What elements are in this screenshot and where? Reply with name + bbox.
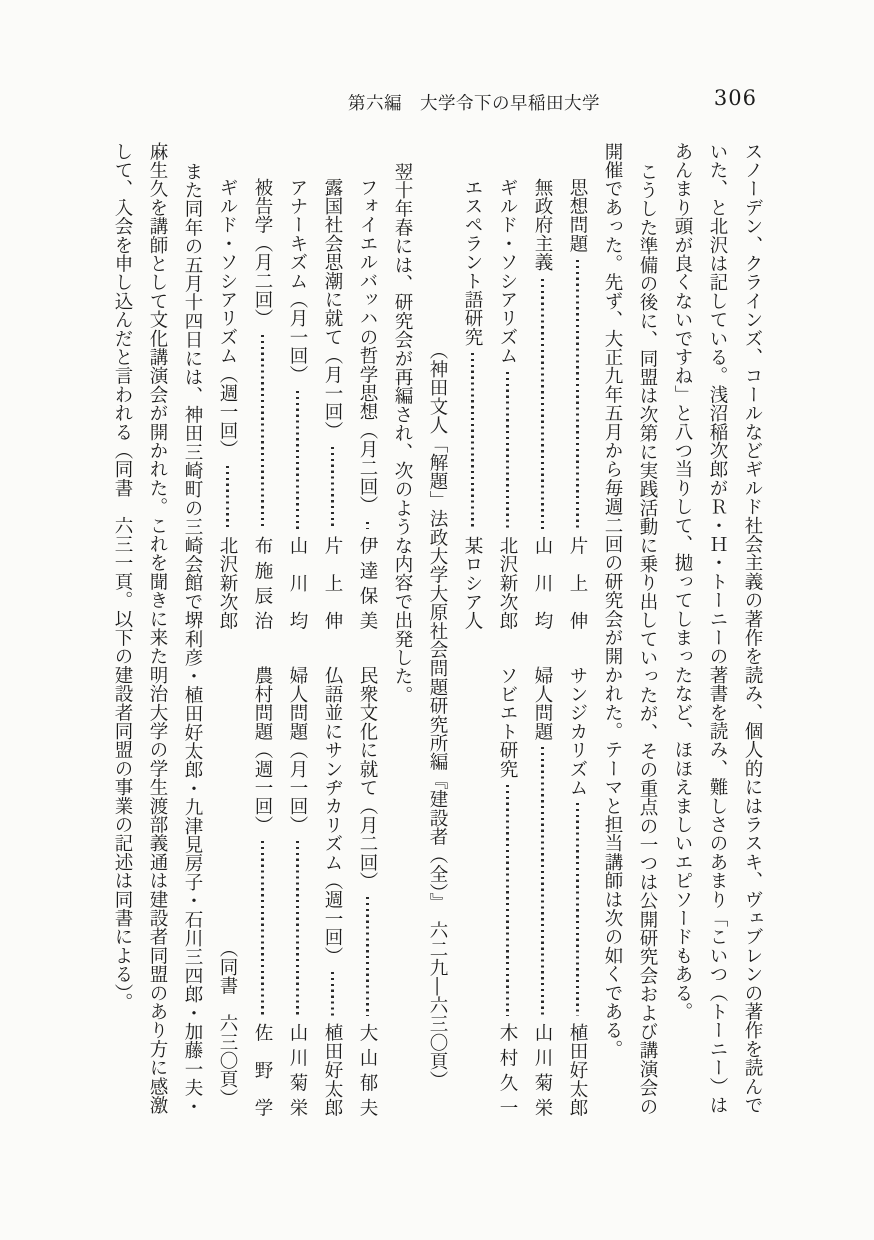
list-entry: [350, 630, 385, 1118]
lecturer-name: 山川均: [287, 535, 308, 630]
lecturer-name: 伊達保美: [357, 535, 378, 630]
list-topic: 婦人問題（月一回）: [287, 665, 308, 834]
list-entry: [315, 142, 350, 630]
list-topic: 思想問題: [567, 178, 588, 253]
list-entry: [280, 630, 315, 1118]
list-entry: [490, 142, 525, 630]
list-topic: 婦人問題: [532, 665, 553, 741]
list-topic: エスペラント語研究: [462, 178, 483, 347]
dot-leader: [261, 335, 263, 529]
list-column: [315, 142, 350, 1117]
source-citation: （同書 六三〇頁）: [217, 938, 238, 1107]
list-column: [560, 142, 595, 1117]
list-entry: [210, 630, 245, 1118]
body-text: [104, 142, 770, 1117]
lecturer-name: 某ロシア人: [462, 535, 483, 630]
list-topic: 露国社会思潮に就て（月一回）: [322, 178, 343, 440]
list-topic: フォイエルバッハの哲学思想（月二回）: [357, 178, 378, 515]
paragraph-reorganization: 翌十年春には、研究会が再編され、次のような内容で出発した。: [392, 162, 413, 705]
list-topic: サンジカリズム: [567, 665, 588, 797]
list-topic: アナーキズム（月一回）: [287, 178, 308, 384]
list-entry: [525, 142, 560, 630]
list-entry: [490, 630, 525, 1118]
dot-leader: [541, 279, 543, 529]
dot-leader: [331, 972, 333, 1016]
running-head: [0, 86, 874, 120]
lecturer-name: 大山郁夫: [357, 1023, 378, 1117]
dot-leader: [366, 897, 368, 1016]
dot-leader: [296, 841, 298, 1016]
list-entry: [455, 142, 490, 630]
source-citation: （神田文人「解題」法政大学大原社会問題研究所編『建設者（全）』 六二九―六三〇頁）: [427, 340, 448, 1089]
dot-leader: [366, 522, 368, 529]
list-column: [525, 142, 560, 1117]
list-entry: [210, 142, 245, 630]
list-column: [280, 142, 315, 1117]
lecturer-name: 木村久一: [497, 1023, 518, 1117]
list-topic: 農村問題（週一回）: [252, 665, 273, 834]
dot-leader: [331, 447, 333, 529]
list-topic: ギルド・ソシアリズム（週一回）: [217, 178, 238, 459]
dot-leader: [541, 747, 543, 1016]
list-topic: 被告学（月二回）: [252, 178, 273, 328]
paragraph-lecture-meeting: また同年の五月十四日には、神田三崎町の三崎会館で堺利彦・植田好太郎・九津見房子・石川三四郎・加藤一夫・麻生久を講師として文化講演会が開かれた。これを聞きに来た明治大学の学生渡部義通は建設者同盟のあり方に感激して、入会を申し込んだと言われる（同書 六三一頁。以下の建設者同盟の事業の記述は同書による）。: [112, 142, 203, 1117]
dot-leader: [506, 372, 508, 529]
list-entry: [350, 142, 385, 630]
list-entry: [560, 142, 595, 630]
lecturer-name: 北沢新次郎: [217, 535, 238, 630]
list-topic: 仏語並にサンヂカリズム（週一回）: [322, 665, 343, 965]
list-column: [490, 142, 525, 1117]
dot-leader: [471, 353, 473, 528]
lecturer-name: 片上伸: [322, 535, 343, 630]
lecturer-name: 山川菊栄: [287, 1023, 308, 1117]
list-entry: [315, 630, 350, 1118]
list-entry: [280, 142, 315, 630]
list-entry: [560, 630, 595, 1118]
study-list-1921: [210, 142, 385, 1117]
list-topic: ギルド・ソシアリズム: [497, 178, 518, 365]
list-column: [350, 142, 385, 1117]
dot-leader: [506, 785, 508, 1016]
paragraph-snowden-guild-socialism: スノーデン、クラインズ、コールなどギルド社会主義の著作を読み、個人的にはラスキ、ヴェブレンの著作を読んでいた、と北沢は記している。浅沼稲次郎がＲ・Ｈ・トーニーの著書を読み、難しさのあまり「こいつ（トーニー）はあんまり頭が良くないですね」と八つ当りして、拋ってしまったなど、ほほえましいエピソードもある。: [672, 142, 763, 1115]
paragraph-study-meetings: こうした準備の後に、同盟は次第に実践活動に乗り出していったが、その重点の一つは公開研究会および講演会の開催であった。先ず、大正九年五月から毎週二回の研究会が開かれた。テーマと担当講師は次の如くである。: [602, 142, 658, 1117]
lecturer-name: 山川均: [532, 535, 553, 630]
list-column: [245, 142, 280, 1117]
dot-leader: [261, 841, 263, 1016]
dot-leader: [226, 466, 228, 529]
list-topic: 民衆文化に就て（月二回）: [357, 665, 378, 890]
list-entry: [245, 142, 280, 630]
lecturer-name: 北沢新次郎: [497, 535, 518, 630]
dot-leader: [296, 391, 298, 529]
list-column: [455, 142, 490, 1117]
list-entry: [525, 630, 560, 1118]
page-number: 306: [713, 86, 757, 110]
lecturer-name: 片上伸: [567, 535, 588, 630]
list-entry-empty: [455, 630, 490, 1118]
lecturer-name: 山川菊栄: [532, 1023, 553, 1117]
list-entry: [245, 630, 280, 1118]
dot-leader: [576, 803, 578, 1016]
list-topic: ソビエト研究: [497, 665, 518, 778]
lecturer-name: 佐野学: [252, 1023, 273, 1117]
list-column: [210, 142, 245, 1117]
dot-leader: [576, 260, 578, 529]
list-topic: 無政府主義: [532, 178, 553, 272]
study-list-1920: [455, 142, 595, 1117]
lecturer-name: 植田好太郎: [322, 1023, 343, 1117]
chapter-title: 第六編 大学令下の早稲田大学: [348, 94, 600, 114]
lecturer-name: 布施辰治: [252, 535, 273, 630]
lecturer-name: 植田好太郎: [567, 1023, 588, 1117]
